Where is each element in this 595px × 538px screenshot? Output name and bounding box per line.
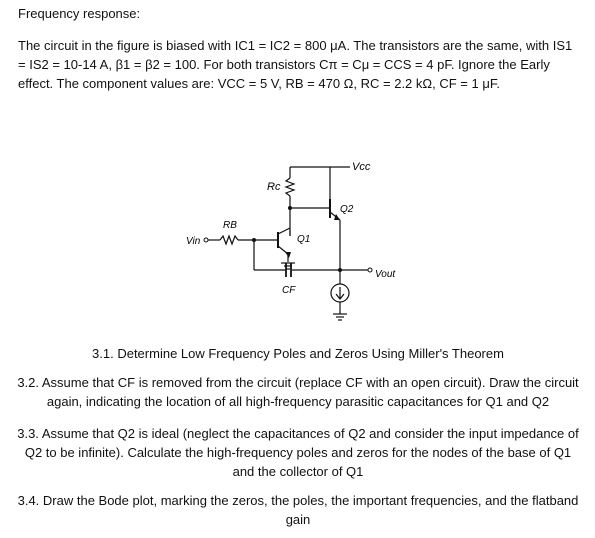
vcc-label: Vcc	[352, 161, 371, 173]
circuit-diagram	[170, 152, 420, 337]
rb-label: RB	[223, 220, 237, 231]
heading: Frequency response:	[18, 6, 141, 21]
question-3-2: 3.2. Assume that CF is removed from the circuit (replace CF with an open circuit). Draw the circuit again, indicating the location of all high-frequency parasitic capacitances for Q1 and Q2	[17, 375, 579, 409]
problem-statement: The circuit in the figure is biased with IC1 = IC2 = 800 μA. The transistors are the same, with IS1 = IS2 = 10-14 A, β1 = β2 = 100. For both transistors Cπ = Cμ = CCS = 4 pF. Ignore the Early effect. The component values are: VCC = 5 V, RB = 470 Ω, RC = 2.2 kΩ, CF = 1 μF.	[18, 38, 573, 91]
q1-label: Q1	[297, 234, 311, 245]
rb-resistor	[220, 236, 238, 244]
question-3-4: 3.4. Draw the Bode plot, marking the zeros, the poles, the important frequencies, and the flatband gain	[17, 493, 579, 527]
question-3-3: 3.3. Assume that Q2 is ideal (neglect the capacitances of Q2 and consider the input impedance of Q2 to be infinite). Calculate the high-frequency poles and zeros for the nodes of the base of Q1 and the collector of Q1	[17, 426, 579, 479]
question-3-1: 3.1. Determine Low Frequency Poles and Zeros Using Miller's Theorem	[92, 346, 504, 361]
q2-label: Q2	[340, 204, 354, 215]
vout-label: Vout	[375, 269, 396, 280]
vin-label: Vin	[186, 236, 201, 247]
cf-label: CF	[282, 285, 296, 296]
rc-label: Rc	[267, 181, 281, 193]
rc-resistor	[286, 178, 294, 196]
